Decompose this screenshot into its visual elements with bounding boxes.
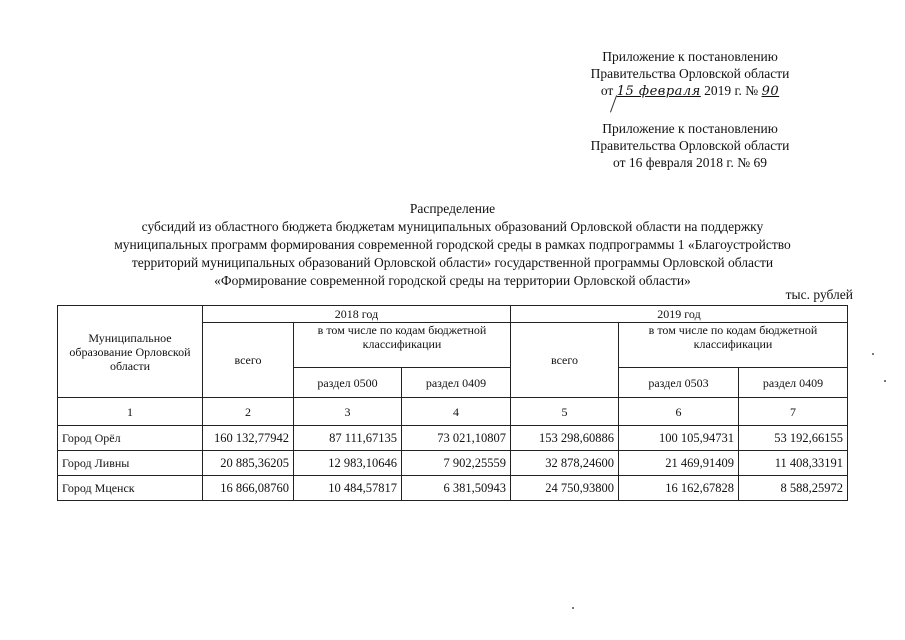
table-cell: 6 381,50943 bbox=[402, 476, 511, 501]
table-cell: 153 298,60886 bbox=[511, 426, 619, 451]
column-number: 7 bbox=[739, 398, 848, 426]
table-cell: 24 750,93800 bbox=[511, 476, 619, 501]
header-line: Правительства Орловской области bbox=[590, 138, 790, 153]
table-header-row bbox=[58, 306, 848, 323]
section-header: раздел 0409 bbox=[402, 368, 511, 398]
column-number: 5 bbox=[511, 398, 619, 426]
col-municipality-header: Муниципальное образование Орловской области bbox=[58, 306, 203, 398]
handwritten-number: 90 bbox=[761, 84, 780, 99]
original-header bbox=[560, 120, 820, 171]
table-row bbox=[58, 426, 848, 451]
date-suffix: 2019 г. № bbox=[704, 83, 759, 98]
header-line: Правительства Орловской области bbox=[590, 66, 790, 81]
header-line: Приложение к постановлению bbox=[602, 49, 778, 64]
column-number-row bbox=[58, 398, 848, 426]
table-cell: 8 588,25972 bbox=[739, 476, 848, 501]
total-2019-header: всего bbox=[511, 323, 619, 398]
year-2019-header: 2019 год bbox=[511, 306, 848, 323]
table-cell: 32 878,24600 bbox=[511, 451, 619, 476]
title-line: муниципальных программ формирования современной городской среды в рамках подпрограммы 1 «Благоустройство bbox=[114, 237, 791, 252]
incl-2019-header: в том числе по кодам бюджетной классификации bbox=[619, 323, 848, 368]
section-header: раздел 0409 bbox=[739, 368, 848, 398]
table-row bbox=[58, 476, 848, 501]
scan-speck bbox=[572, 607, 574, 609]
section-header: раздел 0500 bbox=[294, 368, 402, 398]
table-cell: 100 105,94731 bbox=[619, 426, 739, 451]
title-line: территорий муниципальных образований Орловской области» государственной программы Орловской области bbox=[131, 255, 774, 270]
table-cell: 20 885,36205 bbox=[203, 451, 294, 476]
handwritten-date: 15 февраля bbox=[616, 84, 701, 99]
header-line: Приложение к постановлению bbox=[602, 121, 778, 136]
date-prefix: от bbox=[600, 83, 614, 98]
scan-speck bbox=[872, 353, 874, 355]
column-number: 1 bbox=[58, 398, 203, 426]
table-cell: 16 866,08760 bbox=[203, 476, 294, 501]
column-number: 4 bbox=[402, 398, 511, 426]
table-cell: 160 132,77942 bbox=[203, 426, 294, 451]
scan-speck bbox=[884, 380, 886, 382]
table-cell: 16 162,67828 bbox=[619, 476, 739, 501]
table-cell: 21 469,91409 bbox=[619, 451, 739, 476]
document-title bbox=[40, 200, 865, 290]
table-row bbox=[58, 451, 848, 476]
table-cell: 11 408,33191 bbox=[739, 451, 848, 476]
table-cell: 73 021,10807 bbox=[402, 426, 511, 451]
title-line: Распределение bbox=[409, 201, 496, 216]
header-line: от 16 февраля 2018 г. № 69 bbox=[613, 155, 767, 170]
table-cell: 7 902,25559 bbox=[402, 451, 511, 476]
table-cell: 10 484,57817 bbox=[294, 476, 402, 501]
section-header: раздел 0503 bbox=[619, 368, 739, 398]
header-date-line bbox=[560, 82, 820, 100]
column-number: 6 bbox=[619, 398, 739, 426]
year-2018-header: 2018 год bbox=[203, 306, 511, 323]
municipality-name: Город Мценск bbox=[58, 476, 203, 501]
incl-2018-header: в том числе по кодам бюджетной классификации bbox=[294, 323, 511, 368]
approval-header bbox=[560, 48, 820, 100]
table-cell: 53 192,66155 bbox=[739, 426, 848, 451]
total-2018-header: всего bbox=[203, 323, 294, 398]
municipality-name: Город Ливны bbox=[58, 451, 203, 476]
table-cell: 12 983,10646 bbox=[294, 451, 402, 476]
column-number: 2 bbox=[203, 398, 294, 426]
column-number: 3 bbox=[294, 398, 402, 426]
unit-label: тыс. рублей bbox=[785, 287, 853, 302]
table-cell: 87 111,67135 bbox=[294, 426, 402, 451]
municipality-name: Город Орёл bbox=[58, 426, 203, 451]
title-line: «Формирование современной городской среды на территории Орловской области» bbox=[214, 273, 691, 288]
title-line: субсидий из областного бюджета бюджетам муниципальных образований Орловской области на поддержку bbox=[141, 219, 764, 234]
subsidy-table bbox=[57, 305, 848, 501]
